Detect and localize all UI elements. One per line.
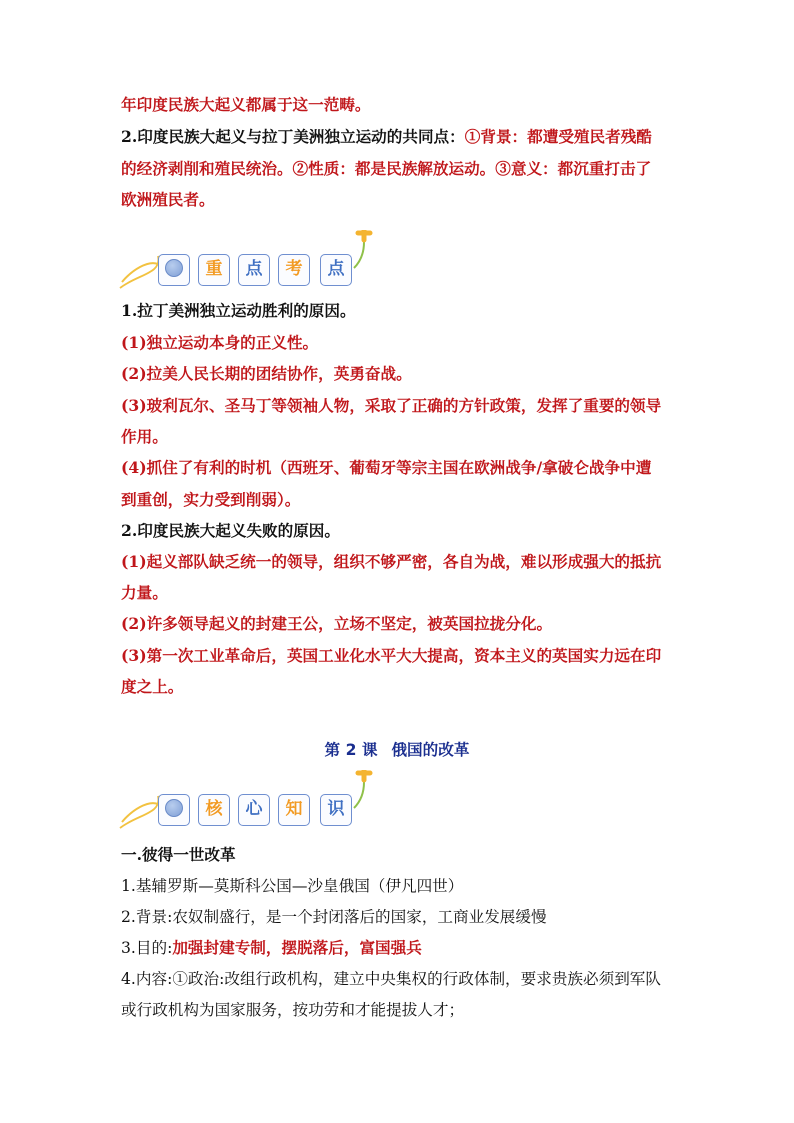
answer-line: (1)起义部队缺乏统一的领导，组织不够严密，各自为战，难以形成强大的抵抗	[121, 552, 662, 571]
section-heading: 一.彼得一世改革	[121, 845, 236, 864]
banner-char: 重	[198, 254, 230, 286]
banner-char: 核	[198, 794, 230, 826]
banner-char: 心	[238, 794, 270, 826]
answer-line: (3)玻利瓦尔、圣马丁等领袖人物，采取了正确的方针政策，发挥了重要的领导	[121, 396, 662, 415]
text-line	[121, 126, 652, 148]
banner-char: 识	[320, 794, 352, 826]
core-knowledge-banner	[118, 770, 388, 840]
text-line: 欧洲殖民者。	[121, 190, 215, 209]
key-points-banner	[118, 230, 388, 300]
lesson-number: 第 2 课	[324, 741, 378, 759]
point-answer: ①背景：都遭受殖民者残酷	[464, 127, 652, 146]
answer-line: 到重创，实力受到削弱）。	[121, 490, 301, 509]
answer-line: 度之上。	[121, 677, 184, 696]
banner-char: 考	[278, 254, 310, 286]
banner-char: 点	[238, 254, 270, 286]
question-heading: 2.印度民族大起义失败的原因。	[121, 521, 340, 540]
list-item: 4.内容:①政治:改组行政机构，建立中央集权的行政体制，要求贵族必须到军队	[121, 970, 661, 988]
point-prefix: 2.印度民族大起义与拉丁美洲独立运动的共同点：	[121, 127, 465, 146]
banner-char: 知	[278, 794, 310, 826]
list-item: 1.基辅罗斯—莫斯科公国—沙皇俄国（伊凡四世）	[121, 877, 464, 895]
answer-line: (3)第一次工业革命后，英国工业化水平大大提高，资本主义的英国实力远在印	[121, 646, 662, 665]
item-label: 3.目的:	[121, 939, 173, 957]
answer-line: (2)拉美人民长期的团结协作，英勇奋战。	[121, 364, 412, 383]
answer-line: 作用。	[121, 427, 168, 446]
lesson-title	[0, 738, 794, 760]
item-value: 加强封建专制，摆脱落后，富国强兵	[172, 938, 422, 957]
answer-line: 力量。	[121, 583, 168, 602]
list-item: 或行政机构为国家服务，按功劳和才能提拔人才；	[121, 1001, 465, 1019]
answer-line: (1)独立运动本身的正义性。	[121, 333, 319, 352]
answer-line: (4)抓住了有利的时机（西班牙、葡萄牙等宗主国在欧洲战争/拿破仑战争中遭	[121, 458, 652, 477]
lesson-name: 俄国的改革	[391, 741, 470, 759]
globe-icon	[158, 794, 190, 826]
answer-line: (2)许多领导起义的封建王公，立场不坚定，被英国拉拢分化。	[121, 614, 553, 633]
text-line: 的经济剥削和殖民统治。②性质：都是民族解放运动。③意义：都沉重打击了	[121, 159, 652, 178]
banner-char: 点	[320, 254, 352, 286]
question-heading: 1.拉丁美洲独立运动胜利的原因。	[121, 301, 356, 320]
list-item: 2.背景:农奴制盛行，是一个封闭落后的国家，工商业发展缓慢	[121, 908, 547, 926]
globe-icon	[158, 254, 190, 286]
text-line: 年印度民族大起义都属于这一范畴。	[121, 95, 371, 114]
list-item	[121, 937, 422, 959]
